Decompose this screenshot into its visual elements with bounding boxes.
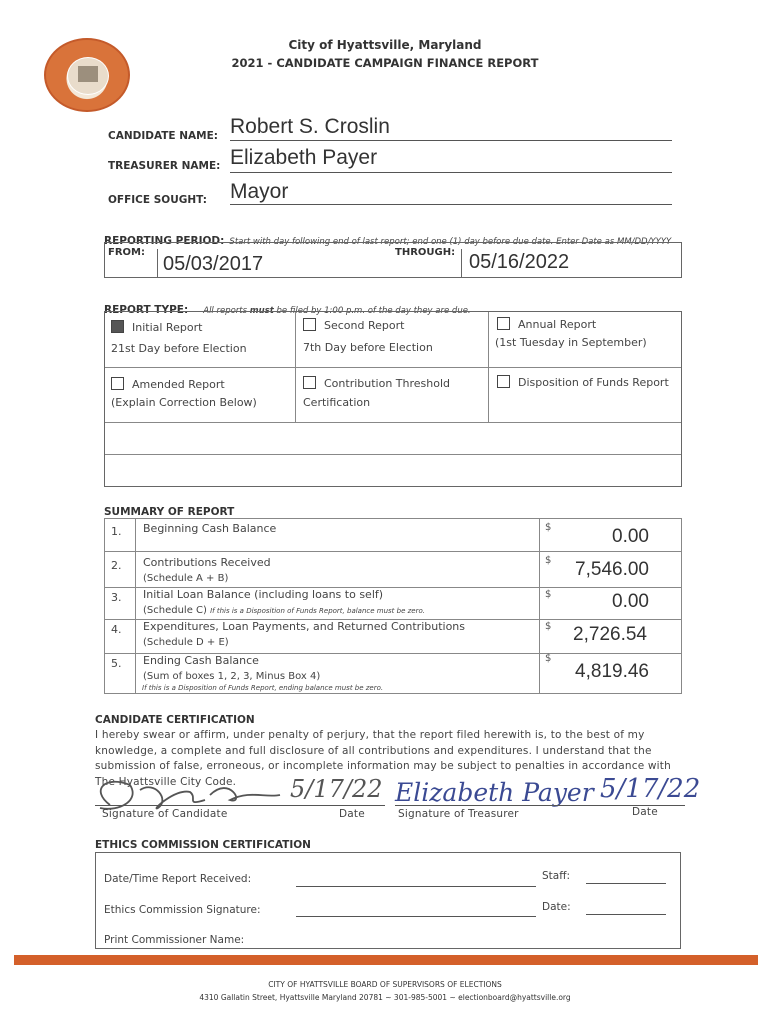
summary-row-4-currency: $ bbox=[545, 621, 552, 632]
footer-org: CITY OF HYATTSVILLE BOARD OF SUPERVISORS OF ELECTIONS bbox=[268, 980, 502, 989]
summary-row-3-currency: $ bbox=[545, 589, 552, 600]
summary-row-3-note: If this is a Disposition of Funds Report, balance must be zero. bbox=[210, 607, 425, 615]
option-second-report-sub: 7th Day before Election bbox=[303, 341, 433, 354]
ethics-received-field[interactable] bbox=[296, 886, 536, 887]
certification-text: I hereby swear or affirm, under penalty of perjury, that the report filed herewith is, to the best of my knowledge, a complete and full disclosure of all contributions and expenditures. I understand that the submission of false, erroneous, or incomplete information may be subject to penalties in accordance with The Hyattsville City Code. bbox=[95, 729, 671, 788]
summary-row-5-currency: $ bbox=[545, 653, 552, 664]
rt-row-divider-1 bbox=[105, 367, 681, 368]
ethics-box bbox=[95, 852, 681, 949]
summary-row-5-num: 5. bbox=[111, 657, 122, 670]
summary-row-2-sub: (Schedule A + B) bbox=[143, 573, 229, 584]
summary-row-5-amount[interactable]: 4,819.46 bbox=[575, 661, 649, 682]
checkbox-annual-report[interactable] bbox=[497, 317, 510, 330]
option-contribution-threshold-label: Contribution Threshold bbox=[324, 377, 451, 390]
option-second-report-label: Second Report bbox=[324, 319, 405, 332]
candidate-date-label: Date bbox=[339, 808, 365, 820]
checkbox-contribution-threshold[interactable] bbox=[303, 376, 316, 389]
option-annual-report-label: Annual Report bbox=[518, 318, 597, 331]
summary-row-4 bbox=[105, 619, 681, 654]
checkbox-amended-report[interactable] bbox=[111, 377, 124, 390]
from-date-value[interactable]: 05/03/2017 bbox=[163, 253, 264, 275]
ethics-signature-field[interactable] bbox=[296, 916, 536, 917]
candidate-signature-line bbox=[95, 805, 385, 806]
summary-row-3 bbox=[105, 587, 681, 620]
summary-row-4-label: Expenditures, Loan Payments, and Returned Contributions bbox=[143, 620, 466, 633]
summary-row-3-sub: (Schedule C) bbox=[143, 605, 207, 616]
option-initial-report-label: Initial Report bbox=[132, 321, 203, 334]
amendment-explanation-field-1[interactable] bbox=[105, 423, 681, 454]
ethics-print-name-label: Print Commissioner Name: bbox=[104, 934, 245, 946]
option-amended-report-sub: (Explain Correction Below) bbox=[111, 396, 257, 409]
summary-row-1-currency: $ bbox=[545, 522, 552, 533]
summary-row-2-currency: $ bbox=[545, 555, 552, 566]
candidate-name-line bbox=[230, 140, 672, 141]
summary-row-3-num: 3. bbox=[111, 591, 122, 604]
report-type-box bbox=[104, 311, 682, 487]
ethics-received-label: Date/Time Report Received: bbox=[104, 873, 252, 885]
option-initial-report-sub: 21st Day before Election bbox=[111, 342, 247, 355]
candidate-name-value[interactable]: Robert S. Croslin bbox=[230, 115, 390, 138]
summary-title: SUMMARY OF REPORT bbox=[104, 506, 235, 518]
ethics-signature-label: Ethics Commission Signature: bbox=[104, 904, 261, 916]
option-contribution-threshold-sub: Certification bbox=[303, 396, 371, 409]
summary-row-5-label: Ending Cash Balance bbox=[143, 654, 259, 667]
summary-row-2-amount[interactable]: 7,546.00 bbox=[575, 559, 649, 580]
option-disposition-of-funds[interactable] bbox=[497, 375, 669, 389]
treasurer-name-line bbox=[230, 172, 672, 173]
checkbox-second-report[interactable] bbox=[303, 318, 316, 331]
summary-row-1-num: 1. bbox=[111, 525, 122, 538]
treasurer-signature-date[interactable]: 5/17/22 bbox=[600, 774, 701, 804]
option-second-report[interactable] bbox=[303, 318, 404, 332]
office-sought-line bbox=[230, 204, 672, 205]
report-type-instructions-post: be filed by 1:00 p.m. of the day they are due. bbox=[273, 306, 471, 316]
footer-contact: 4310 Gallatin Street, Hyattsville Maryland 20781 ~ 301-985-5001 ~ electionboard@hyattsville.org bbox=[199, 993, 571, 1002]
ethics-date-field[interactable] bbox=[586, 914, 666, 915]
summary-row-4-amount[interactable]: 2,726.54 bbox=[573, 624, 647, 645]
certification-title: CANDIDATE CERTIFICATION bbox=[95, 714, 255, 726]
ethics-date-label: Date: bbox=[542, 901, 571, 913]
summary-table bbox=[104, 518, 682, 694]
summary-row-3-amount[interactable]: 0.00 bbox=[612, 591, 649, 612]
option-amended-report-label: Amended Report bbox=[132, 378, 225, 391]
candidate-name-label: CANDIDATE NAME: bbox=[108, 130, 218, 142]
treasurer-name-value[interactable]: Elizabeth Payer bbox=[230, 146, 378, 169]
summary-row-1 bbox=[105, 519, 681, 552]
through-divider bbox=[461, 249, 462, 277]
checkbox-disposition-of-funds[interactable] bbox=[497, 375, 510, 388]
summary-row-2-num: 2. bbox=[111, 559, 122, 572]
treasurer-name-label: TREASURER NAME: bbox=[108, 160, 221, 172]
option-initial-report[interactable] bbox=[111, 320, 202, 334]
summary-row-3-label: Initial Loan Balance (including loans to self) bbox=[143, 588, 384, 601]
reporting-period-box bbox=[104, 242, 682, 278]
office-sought-value[interactable]: Mayor bbox=[230, 180, 289, 203]
summary-row-2 bbox=[105, 551, 681, 588]
treasurer-signature[interactable]: Elizabeth Payer bbox=[395, 778, 594, 807]
treasurer-date-label: Date bbox=[632, 806, 658, 818]
option-disposition-of-funds-label: Disposition of Funds Report bbox=[518, 376, 669, 389]
from-label: FROM: bbox=[108, 247, 145, 258]
report-type-instructions-must: must bbox=[249, 306, 274, 316]
summary-row-1-label: Beginning Cash Balance bbox=[143, 522, 277, 535]
candidate-signature-date[interactable]: 5/17/22 bbox=[290, 775, 383, 803]
treasurer-signature-label: Signature of Treasurer bbox=[398, 808, 519, 820]
ethics-title: ETHICS COMMISSION CERTIFICATION bbox=[95, 839, 311, 851]
header-city: City of Hyattsville, Maryland bbox=[288, 38, 482, 52]
option-annual-report[interactable] bbox=[497, 317, 596, 331]
footer-accent-bar bbox=[14, 955, 758, 965]
option-annual-report-sub: (1st Tuesday in September) bbox=[495, 336, 647, 349]
reporting-period-instructions: Start with day following end of last report; end one (1) day before due date. Enter Date as MM/DD/YYYY bbox=[229, 237, 672, 247]
reporting-period-label: REPORTING PERIOD: bbox=[104, 235, 225, 247]
report-type-label: REPORT TYPE: bbox=[104, 304, 189, 316]
from-divider bbox=[157, 249, 158, 277]
summary-row-4-num: 4. bbox=[111, 623, 122, 636]
amendment-explanation-field-2[interactable] bbox=[105, 455, 681, 486]
option-contribution-threshold[interactable] bbox=[303, 376, 450, 390]
summary-row-5-text bbox=[143, 653, 320, 685]
report-type-instructions-pre: All reports bbox=[203, 306, 250, 316]
summary-row-1-amount[interactable]: 0.00 bbox=[612, 526, 649, 547]
summary-row-5-sub: (Sum of boxes 1, 2, 3, Minus Box 4) bbox=[143, 671, 321, 682]
option-amended-report[interactable] bbox=[111, 377, 225, 391]
summary-footnote: If this is a Disposition of Funds Report, ending balance must be zero. bbox=[142, 684, 384, 692]
through-date-value[interactable]: 05/16/2022 bbox=[469, 251, 570, 273]
candidate-signature-label: Signature of Candidate bbox=[102, 808, 228, 820]
summary-row-2-label: Contributions Received bbox=[143, 556, 271, 569]
through-label: THROUGH: bbox=[395, 247, 456, 258]
report-title: 2021 - CANDIDATE CAMPAIGN FINANCE REPORT bbox=[231, 56, 539, 70]
checkbox-initial-report[interactable] bbox=[111, 320, 124, 333]
ethics-staff-label: Staff: bbox=[542, 870, 570, 882]
ethics-staff-field[interactable] bbox=[586, 883, 666, 884]
office-sought-label: OFFICE SOUGHT: bbox=[108, 194, 207, 206]
summary-row-3-text bbox=[143, 587, 425, 619]
summary-row-4-text bbox=[143, 619, 465, 651]
summary-row-4-sub: (Schedule D + E) bbox=[143, 637, 229, 648]
summary-row-2-text bbox=[143, 555, 271, 587]
